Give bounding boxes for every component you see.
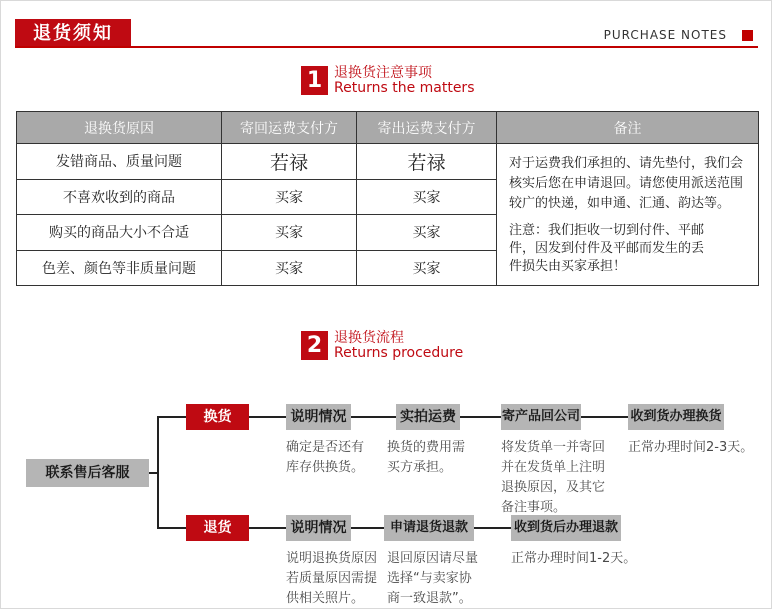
remarks-paragraph-2: 注意：我们拒收一切到付件、平邮件，因发到付件及平邮而发生的丢件损失由买家承担！: [509, 223, 705, 274]
step-note: 退回原因请尽量选择“与卖家协商一致退款”。: [387, 551, 479, 607]
section1-number-badge: 1: [301, 66, 328, 95]
connector-line: [474, 527, 511, 529]
step-note: 说明退换货原因若质量原因需提供相关照片。: [286, 551, 378, 607]
col-header-return-payer: 寄回运费支付方: [222, 112, 357, 144]
section1-title-en: Returns the matters: [334, 80, 475, 96]
return-policy-table: [16, 111, 759, 286]
step-note: 将发货单一并寄回并在发货单上注明退换原因，及其它备注事项。: [501, 440, 606, 516]
send-payer-cell: 若禄: [357, 144, 497, 180]
section1-heading: [301, 66, 475, 96]
return-payer-cell: 若禄: [222, 144, 357, 180]
send-payer-cell: 买家: [357, 179, 497, 215]
connector-line: [249, 527, 286, 529]
flow-start-box: 联系售后客服: [26, 459, 149, 487]
reason-cell: 发错商品、质量问题: [17, 144, 222, 180]
header-rule: [15, 46, 758, 48]
col-header-send-payer: 寄出运费支付方: [357, 112, 497, 144]
remarks-paragraph-1: 对于运费我们承担的、请先垫付，我们会核实后您在申请退回。请您使用派送范围较广的快递，如申通、汇通、韵达等。: [509, 156, 744, 212]
table-header-row: [17, 112, 759, 144]
section1-titles: [334, 66, 475, 96]
section1-title-cn: 退换货注意事项: [334, 65, 432, 81]
connector-line: [581, 416, 628, 418]
reason-cell: 色差、颜色等非质量问题: [17, 250, 222, 286]
flow-step-box: 说明情况: [286, 404, 351, 430]
step-note: 换货的费用需买方承担。: [387, 440, 466, 476]
flow-step-box: 实拍运费: [396, 404, 460, 430]
connector-line: [351, 416, 396, 418]
step-note: 确定是否还有库存供换货。: [286, 440, 365, 476]
connector-line: [157, 416, 186, 418]
page-title: 退货须知: [15, 19, 131, 48]
section2-title-cn: 退换货流程: [334, 330, 404, 346]
step-note: 正常办理时间2-3天。: [628, 440, 754, 455]
section2-titles: [334, 331, 463, 361]
section2-title-en: Returns procedure: [334, 345, 464, 361]
section2-number-badge: 2: [301, 331, 328, 360]
send-payer-cell: 买家: [357, 215, 497, 251]
return-payer-cell: 买家: [222, 250, 357, 286]
col-header-remarks: 备注: [497, 112, 759, 144]
red-square-icon: [742, 30, 753, 41]
connector-line: [351, 527, 384, 529]
connector-line: [157, 527, 186, 529]
send-payer-cell: 买家: [357, 250, 497, 286]
flow-step-box: 收到货后办理退款: [511, 515, 621, 541]
flow-step-box: 说明情况: [286, 515, 351, 541]
col-header-reason: 退换货原因: [17, 112, 222, 144]
reason-cell: 购买的商品大小不合适: [17, 215, 222, 251]
flow-exchange-box: 换货: [186, 404, 249, 430]
connector-line: [249, 416, 286, 418]
flow-step-box: 收到货办理换货: [628, 404, 724, 430]
return-payer-cell: 买家: [222, 179, 357, 215]
step-note: 正常办理时间1-2天。: [511, 551, 637, 566]
flow-step-box: 寄产品回公司: [501, 404, 581, 430]
connector-line: [460, 416, 501, 418]
connector-trunk-line: [157, 416, 159, 529]
remarks-cell: [497, 144, 759, 286]
section2-heading: [301, 331, 463, 361]
flow-step-box: 申请退货退款: [384, 515, 474, 541]
return-payer-cell: 买家: [222, 215, 357, 251]
page-subtitle: PURCHASE NOTES: [603, 28, 727, 42]
table-row: [17, 144, 759, 180]
flow-refund-box: 退货: [186, 515, 249, 541]
reason-cell: 不喜欢收到的商品: [17, 179, 222, 215]
